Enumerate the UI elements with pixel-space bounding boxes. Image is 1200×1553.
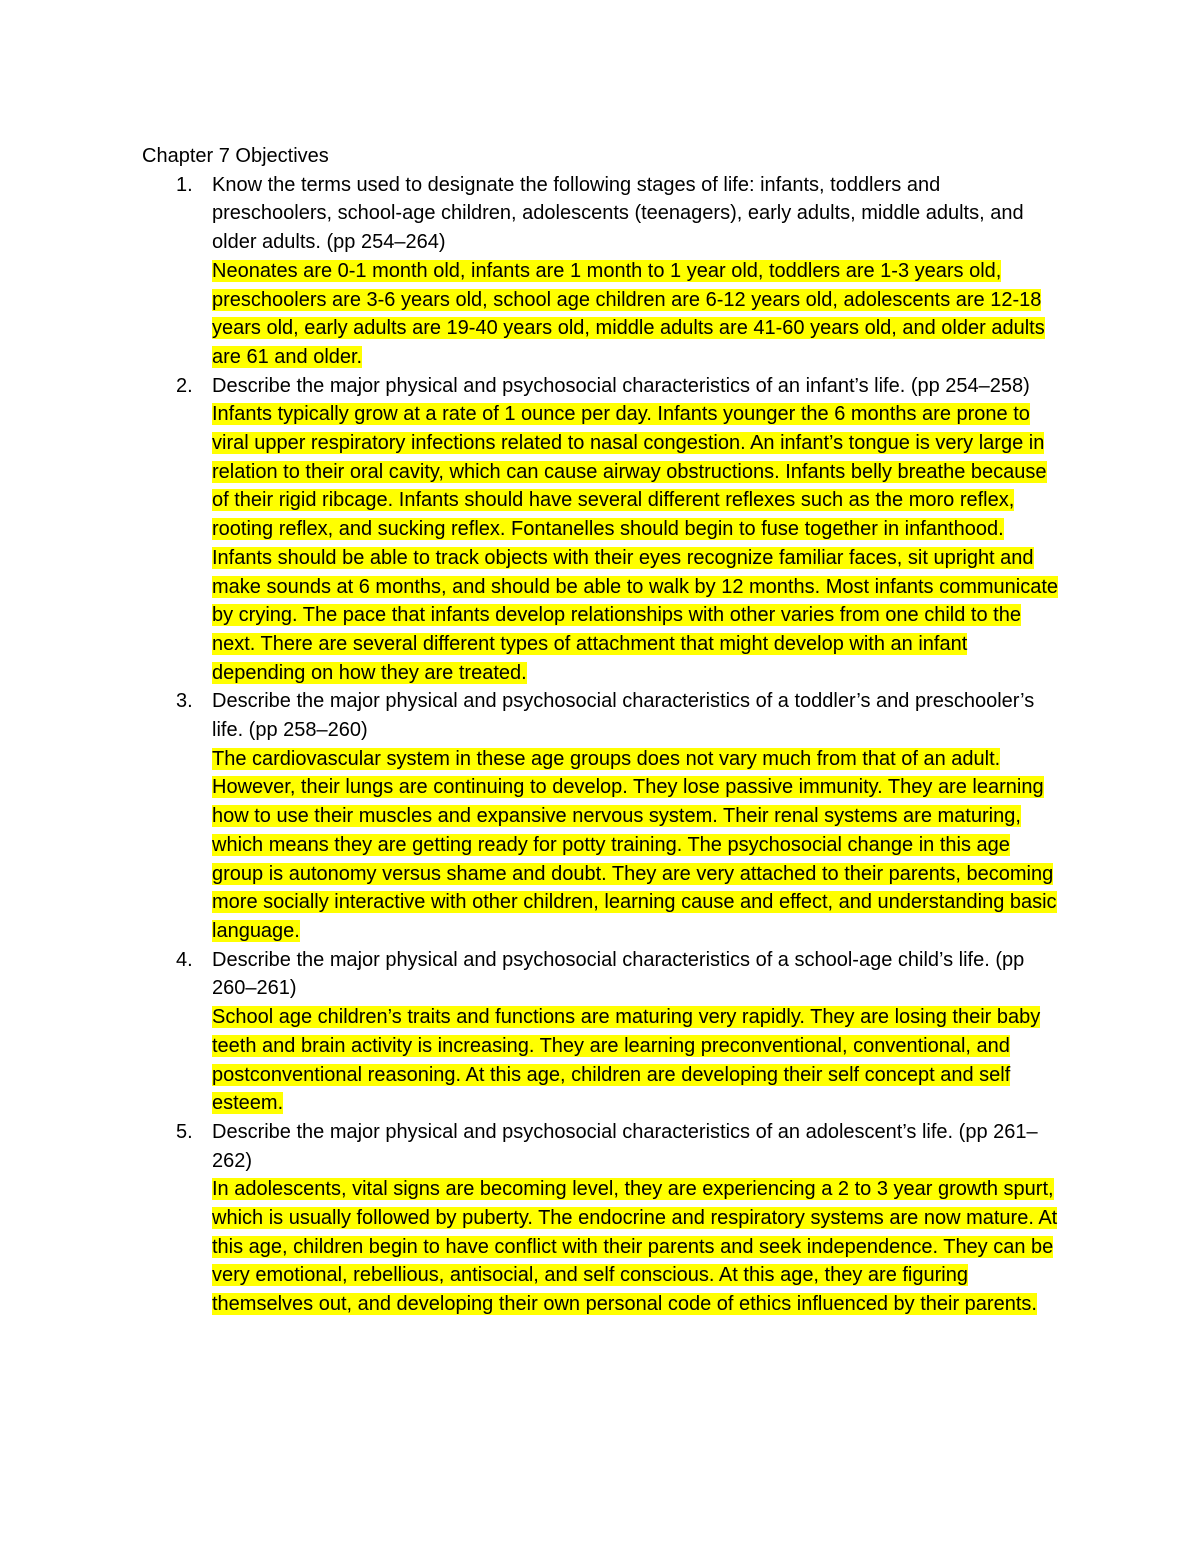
objective-item <box>142 1118 1062 1319</box>
objective-number: 4. <box>176 948 193 971</box>
objective-answer <box>212 1175 1062 1319</box>
objectives-list <box>142 171 1062 1319</box>
objective-number: 5. <box>176 1120 193 1143</box>
objective-number: 2. <box>176 374 193 397</box>
objective-question: Describe the major physical and psychosocial characteristics of an adolescent’s life. (pp 261–262) <box>212 1120 1038 1172</box>
objective-item <box>142 946 1062 1118</box>
objective-number: 3. <box>176 690 193 713</box>
objective-number: 1. <box>176 173 193 196</box>
objective-answer <box>212 1003 1062 1118</box>
objective-item <box>142 372 1062 688</box>
objective-question: Describe the major physical and psychosocial characteristics of an infant’s life. (pp 254–258) <box>212 374 1030 397</box>
document-body <box>142 142 1062 1319</box>
objective-answer <box>212 257 1062 372</box>
document-title: Chapter 7 Objectives <box>142 145 329 167</box>
objective-answer <box>212 745 1062 946</box>
objective-question: Describe the major physical and psychosocial characteristics of a toddler’s and preschooler’s life. (pp 258–260) <box>212 690 1035 742</box>
objective-answer <box>212 400 1062 687</box>
highlighted-answer-text: Neonates are 0-1 month old, infants are 1 month to 1 year old, toddlers are 1-3 years old, preschoolers are 3-6 years old, school age children are 6-12 years old, adolescents are 12-18 years old, early adults are 19-40 years old, middle adults are 41-60 years old, and older adults are 61 and older. <box>212 259 1045 368</box>
objective-question: Know the terms used to designate the following stages of life: infants, toddlers and preschoolers, school-age children, adolescents (teenagers), early adults, middle adults, and older adults. (pp 254–264) <box>212 173 1024 254</box>
highlighted-answer-text: The cardiovascular system in these age groups does not vary much from that of an adult. However, their lungs are continuing to develop. They lose passive immunity. They are learning how to use their muscles and expansive nervous system. Their renal systems are maturing, which means they are getting ready for potty training. The psychosocial change in this age group is autonomy versus shame and doubt. They are very attached to their parents, becoming more socially interactive with other children, learning cause and effect, and understanding basic language. <box>212 747 1057 942</box>
highlighted-answer-text: School age children’s traits and functions are maturing very rapidly. They are losing their baby teeth and brain activity is increasing. They are learning preconventional, conventional, and postconventional reasoning. At this age, children are developing their self concept and self esteem. <box>212 1006 1041 1115</box>
objective-question: Describe the major physical and psychosocial characteristics of a school-age child’s life. (pp 260–261) <box>212 948 1025 1000</box>
highlighted-answer-text: In adolescents, vital signs are becoming level, they are experiencing a 2 to 3 year growth spurt, which is usually followed by puberty. The endocrine and respiratory systems are now mature. At this age, children begin to have conflict with their parents and seek independence. They can be very emotional, rebellious, antisocial, and self conscious. At this age, they are figuring themselves out, and developing their own personal code of ethics influenced by their parents. <box>212 1178 1058 1316</box>
objective-item <box>142 687 1062 945</box>
highlighted-answer-text: Infants typically grow at a rate of 1 ounce per day. Infants younger the 6 months are prone to viral upper respiratory infections related to nasal congestion. An infant’s tongue is very large in relation to their oral cavity, which can cause airway obstructions. Infants belly breathe because of their rigid ribcage. Infants should have several different reflexes such as the moro reflex, rooting reflex, and sucking reflex. Fontanelles should begin to fuse together in infanthood. Infants should be able to track objects with their eyes recognize familiar faces, sit upright and make sounds at 6 months, and should be able to walk by 12 months. Most infants communicate by crying. The pace that infants develop relationships with other varies from one child to the next. There are several different types of attachment that might develop with an infant depending on how they are treated. <box>212 403 1059 684</box>
objective-item <box>142 171 1062 372</box>
